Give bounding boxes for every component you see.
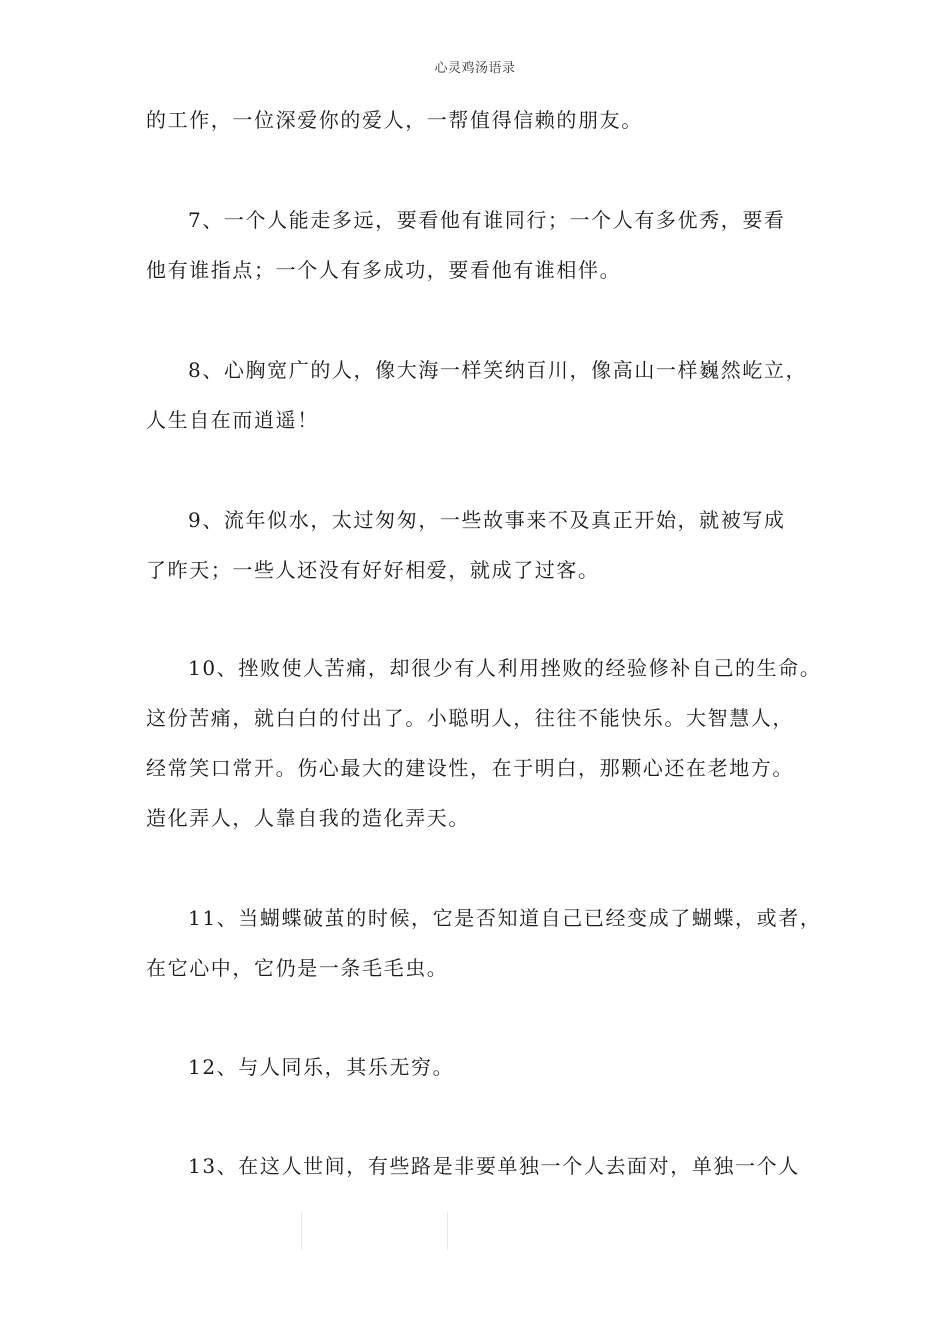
- paragraph-line: 经常笑口常开。伤心最大的建设性，在于明白，那颗心还在老地方。: [146, 756, 794, 780]
- paragraph-line: 在它心中，它仍是一条毛毛虫。: [146, 956, 449, 980]
- paragraph-line: 的工作，一位深爱你的爱人，一帮值得信赖的朋友。: [146, 108, 643, 132]
- paragraph-line: 10、挫败使人苦痛，却很少有人利用挫败的经验修补自己的生命。: [188, 656, 822, 680]
- quote-11: [146, 893, 822, 993]
- quote-8: [146, 345, 818, 445]
- paragraph-line: 这份苦痛，就白白的付出了。小聪明人，往往不能快乐。大智慧人，: [146, 706, 794, 730]
- paragraph-line: 8、心胸宽广的人，像大海一样笑纳百川，像高山一样巍然屹立，: [188, 358, 808, 382]
- paragraph-line: 了昨天；一些人还没有好好相爱，就成了过客。: [146, 558, 600, 582]
- paragraph-line: 7、一个人能走多远，要看他有谁同行；一个人有多优秀，要看: [188, 208, 786, 232]
- quote-7: [146, 195, 818, 295]
- paragraph-line: 11、当蝴蝶破茧的时候，它是否知道自己已经变成了蝴蝶，或者，: [188, 906, 822, 930]
- paragraph-line: 他有谁指点；一个人有多成功，要看他有谁相伴。: [146, 258, 622, 282]
- paragraph-line: 造化弄人，人靠自我的造化弄天。: [146, 806, 470, 830]
- paragraph-continuation: [146, 95, 818, 145]
- quote-13: [146, 1141, 818, 1191]
- paragraph-line: 13、在这人世间，有些路是非要单独一个人去面对，单独一个人: [188, 1154, 800, 1178]
- paragraph-line: 12、与人同乐，其乐无穷。: [188, 1055, 455, 1079]
- paragraph-line: 9、流年似水，太过匆匆，一些故事来不及真正开始，就被写成: [188, 508, 786, 532]
- quote-12: [146, 1042, 818, 1092]
- quote-10: [146, 643, 822, 843]
- page-footer-divider: [301, 1212, 448, 1250]
- paragraph-line: 人生自在而逍遥！: [146, 408, 319, 432]
- page-header-title: 心灵鸡汤语录: [434, 61, 516, 76]
- quote-9: [146, 495, 818, 595]
